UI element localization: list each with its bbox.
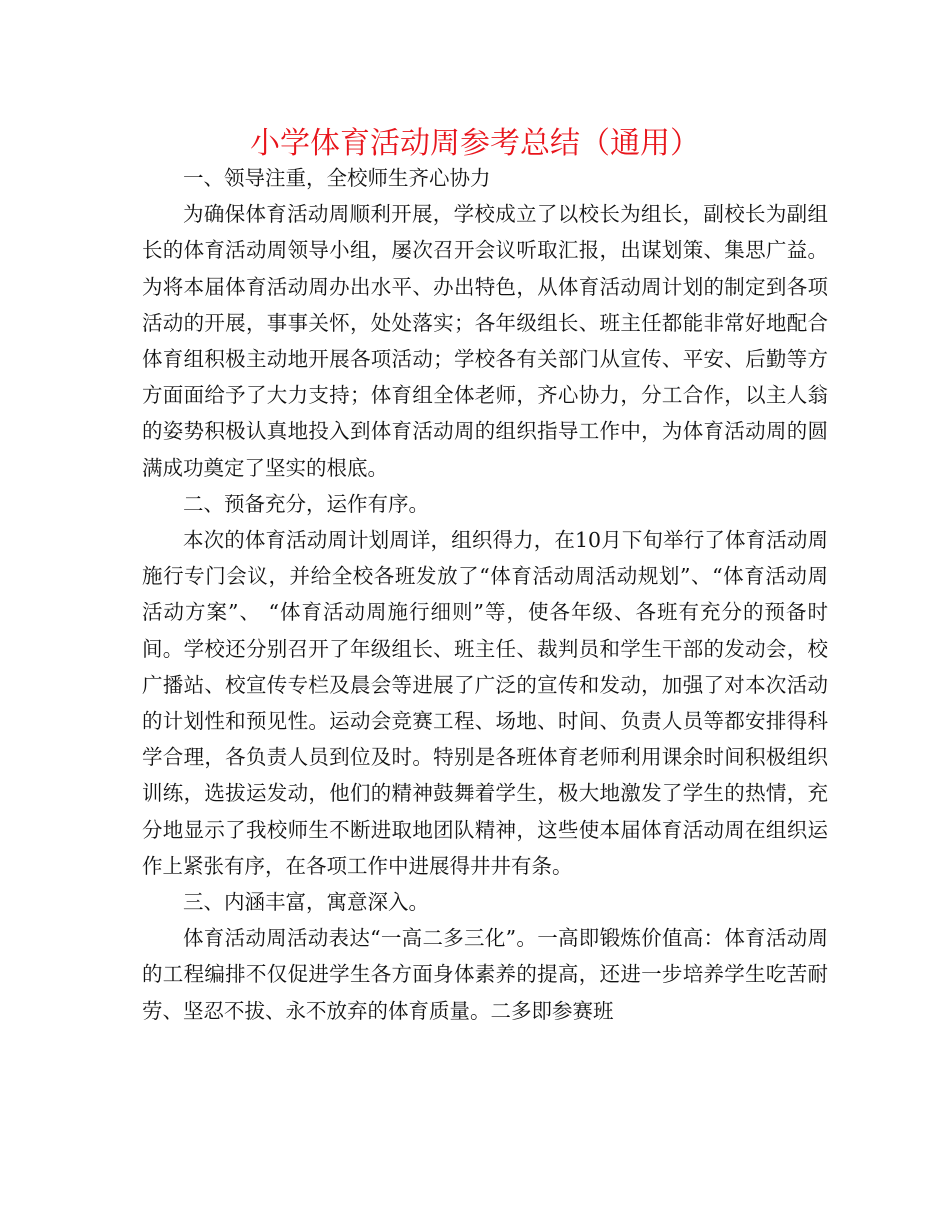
document-title: 小学体育活动周参考总结（通用） bbox=[250, 126, 700, 161]
paragraph-2: 本次的体育活动周计划周详，组织得力，在10月下旬举行了体育活动周施行专门会议，并给全校各班发放了“体育活动周活动规划”、“体育活动周活动方案”、 “体育活动周施行细则”等，使各年级、各班有充分的预备时间。学校还分别召开了年级组长、班主任、裁判员和学生干部的发动会，校广播站、校宣传专栏及晨会等进展了广泛的宣传和发动，加强了对本次活动的计划性和预见性。运动会竞赛工程、场地、时间、负责人员等都安排得科学合理，各负责人员到位及时。特别是各班体育老师利用课余时间积极组织训练，选拔运发动，他们的精神鼓舞着学生，极大地激发了学生的热情，充分地显示了我校师生不断进取地团队精神，这些使本届体育活动周在组织运作上紧张有序，在各项工作中进展得井井有条。 bbox=[142, 528, 828, 878]
paragraph-1: 为确保体育活动周顺利开展，学校成立了以校长为组长，副校长为副组长的体育活动周领导小组，屡次召开会议听取汇报，出谋划策、集思广益。为将本届体育活动周办出水平、办出特色，从体育活动周计划的制定到各项活动的开展，事事关怀，处处落实；各年级组长、班主任都能非常好地配合体育组积极主动地开展各项活动；学校各有关部门从宣传、平安、后勤等方方面面给予了大力支持；体育组全体老师，齐心协力，分工合作，以主人翁的姿势积极认真地投入到体育活动周的组织指导工作中，为体育活动周的圆满成功奠定了坚实的根底。 bbox=[142, 202, 828, 480]
section-heading-2: 二、预备充分，运作有序。 bbox=[183, 491, 429, 516]
section-heading-1: 一、领导注重，全校师生齐心协力 bbox=[183, 166, 491, 190]
document-body bbox=[142, 160, 828, 1029]
section-heading-3: 三、内涵丰富，寓意深入。 bbox=[183, 890, 429, 915]
paragraph-3: 体育活动周活动表达“一高二多三化”。一高即锻炼价值高：体育活动周的工程编排不仅促进学生各方面身体素养的提高，还进一步培养学生吃苦耐劳、坚忍不拔、永不放弃的体育质量。二多即参赛班 bbox=[142, 926, 828, 1023]
